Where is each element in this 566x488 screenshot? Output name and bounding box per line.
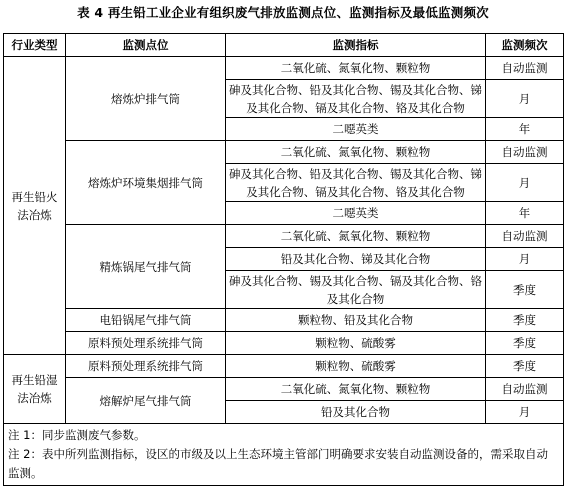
indicator-cell: 颗粒物、硫酸雾 [226,332,486,355]
header-row [4,34,564,57]
frequency-cell: 季度 [486,309,564,332]
note-1: 注 1：同步监测废气参数。 [8,428,146,442]
frequency-cell: 自动监测 [486,141,564,164]
frequency-cell: 自动监测 [486,225,564,248]
industry-fire: 再生铅火法冶炼 [4,57,66,355]
indicator-cell: 砷及其化合物、铅及其化合物、锡及其化合物、锑及其化合物、镉及其化合物、铬及其化合物 [226,164,486,202]
table-row [4,141,564,164]
frequency-cell: 年 [486,118,564,141]
point-melting-furnace: 熔解炉尾气排气筒 [66,378,226,424]
frequency-cell: 季度 [486,355,564,378]
frequency-cell: 月 [486,401,564,424]
indicator-cell: 二噁英类 [226,202,486,225]
point-smelting-furnace: 熔炼炉排气筒 [66,57,226,141]
point-smelting-env: 熔炼炉环境集烟排气筒 [66,141,226,225]
notes-row [4,424,564,486]
table-row [4,378,564,401]
indicator-cell: 二氧化硫、氮氧化物、颗粒物 [226,225,486,248]
header-industry: 行业类型 [4,34,66,57]
indicator-cell: 二氧化硫、氮氧化物、颗粒物 [226,57,486,80]
indicator-cell: 二氧化硫、氮氧化物、颗粒物 [226,141,486,164]
industry-wet: 再生铅湿法冶炼 [4,355,66,424]
point-lead-pot: 电铅锅尾气排气筒 [66,309,226,332]
monitoring-table [3,33,564,486]
indicator-cell: 铅及其化合物、锑及其化合物 [226,248,486,271]
indicator-cell: 颗粒物、铅及其化合物 [226,309,486,332]
frequency-cell: 月 [486,248,564,271]
table-row [4,225,564,248]
table-row [4,332,564,355]
table-row [4,355,564,378]
frequency-cell: 自动监测 [486,57,564,80]
table-title: 表 4 再生铅工业企业有组织废气排放监测点位、监测指标及最低监测频次 [77,5,489,20]
frequency-cell: 季度 [486,271,564,309]
frequency-cell: 年 [486,202,564,225]
indicator-cell: 铅及其化合物 [226,401,486,424]
header-frequency: 监测频次 [486,34,564,57]
indicator-cell: 砷及其化合物、锡及其化合物、镉及其化合物、铬及其化合物 [226,271,486,309]
note-2: 注 2：表中所列监测指标，设区的市级及以上生态环境主管部门明确要求安装自动监测设备的，需采取自动监测。 [8,447,548,480]
indicator-cell: 二氧化硫、氮氧化物、颗粒物 [226,378,486,401]
indicator-cell: 砷及其化合物、铅及其化合物、锡及其化合物、锑及其化合物、镉及其化合物、铬及其化合物 [226,80,486,118]
point-pretreat-fire: 原料预处理系统排气筒 [66,332,226,355]
table-row [4,57,564,80]
header-point: 监测点位 [66,34,226,57]
point-refining-pot: 精炼锅尾气排气筒 [66,225,226,309]
notes-cell [4,424,564,486]
indicator-cell: 颗粒物、硫酸雾 [226,355,486,378]
table-row [4,309,564,332]
indicator-cell: 二噁英类 [226,118,486,141]
frequency-cell: 自动监测 [486,378,564,401]
frequency-cell: 月 [486,164,564,202]
header-indicator: 监测指标 [226,34,486,57]
point-pretreat-wet: 原料预处理系统排气筒 [66,355,226,378]
frequency-cell: 季度 [486,332,564,355]
frequency-cell: 月 [486,80,564,118]
